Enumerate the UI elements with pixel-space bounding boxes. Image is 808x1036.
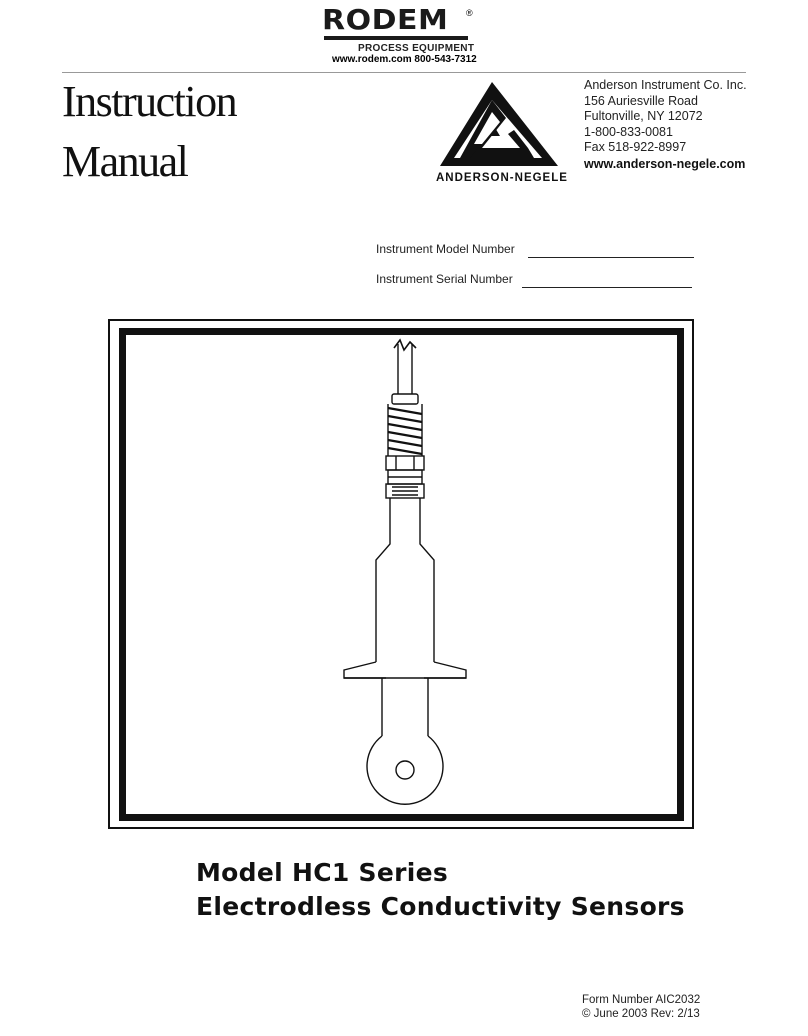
company-address: [584, 78, 747, 156]
rodem-underline: [324, 36, 468, 40]
registered-mark: ®: [466, 8, 473, 18]
rodem-brand: RODEM: [322, 4, 449, 37]
footer: [582, 994, 700, 1021]
model-number-label: Instrument Model Number: [376, 242, 515, 256]
title-line-2: Manual: [62, 137, 188, 186]
rodem-contact: www.rodem.com 800-543-7312: [332, 54, 477, 65]
company-website: www.anderson-negele.com: [584, 157, 746, 171]
header-rule: [62, 72, 746, 73]
sensor-probe-illustration: [330, 338, 480, 814]
title-line-1: Instruction: [62, 77, 237, 126]
company-phone: 1-800-833-0081: [584, 124, 673, 139]
product-title-line-1: Model HC1 Series: [196, 858, 449, 887]
rodem-subtitle: PROCESS EQUIPMENT: [358, 43, 475, 54]
serial-number-line: [522, 287, 692, 288]
serial-number-label: Instrument Serial Number: [376, 272, 513, 286]
company-city: Fultonville, NY 12072: [584, 109, 703, 123]
form-number: Form Number AIC2032: [582, 994, 701, 1006]
revision-date: © June 2003 Rev: 2/13: [582, 1007, 700, 1020]
product-title-line-2: Electrodless Conductivity Sensors: [196, 892, 685, 921]
company-fax: Fax 518-922-8997: [584, 140, 687, 154]
model-number-line: [528, 257, 694, 258]
company-street: 156 Auriesville Road: [584, 93, 698, 108]
company-name: Anderson Instrument Co. Inc.: [584, 78, 747, 92]
logo-text: ANDERSON-NEGELE: [436, 172, 568, 184]
